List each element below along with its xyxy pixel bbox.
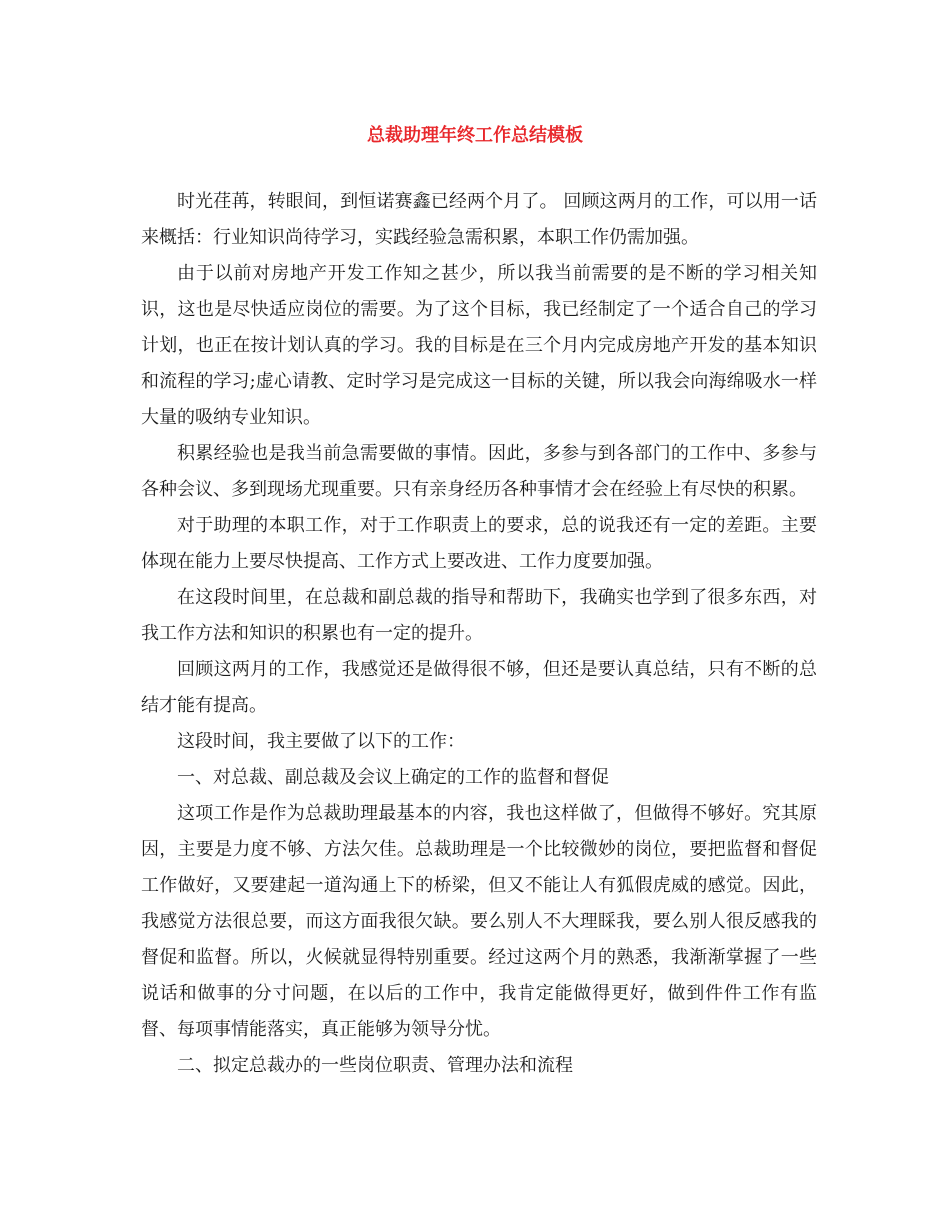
document-body — [141, 184, 817, 1084]
paragraph-4: 对于助理的本职工作，对于工作职责上的要求，总的说我还有一定的差距。主要体现在能力上要尽快提高、工作方式上要改进、工作力度要加强。 — [141, 515, 817, 572]
paragraph-3: 积累经验也是我当前急需要做的事情。因此，多参与到各部门的工作中、多参与各种会议、多到现场尤现重要。只有亲身经历各种事情才会在经验上有尽快的积累。 — [141, 443, 817, 500]
paragraph-7: 这段时间，我主要做了以下的工作： — [177, 731, 465, 752]
document-title: 总裁助理年终工作总结模板 — [367, 125, 583, 146]
paragraph-2: 由于以前对房地产开发工作知之甚少，所以我当前需要的是不断的学习相关知识，这也是尽快适应岗位的需要。为了这个目标，我已经制定了一个适合自己的学习计划，也正在按计划认真的学习。我的目标是在三个月内完成房地产开发的基本知识和流程的学习;虚心请教、定时学习是完成这一目标的关键，所以我会向海绵吸水一样大量的吸纳专业知识。 — [141, 263, 817, 428]
section-heading-1: 一、对总裁、副总裁及会议上确定的工作的监督和督促 — [177, 767, 609, 788]
paragraph-1: 时光荏苒，转眼间，到恒诺赛鑫已经两个月了。 回顾这两月的工作，可以用一话来概括：行业知识尚待学习，实践经验急需积累，本职工作仍需加强。 — [141, 191, 817, 248]
paragraph-6: 回顾这两月的工作，我感觉还是做得很不够，但还是要认真总结，只有不断的总结才能有提高。 — [141, 659, 817, 716]
paragraph-8: 这项工作是作为总裁助理最基本的内容，我也这样做了，但做得不够好。究其原因，主要是力度不够、方法欠佳。总裁助理是一个比较微妙的岗位，要把监督和督促工作做好，又要建起一道沟通上下的桥梁，但又不能让人有狐假虎威的感觉。因此，我感觉方法很总要，而这方面我很欠缺。要么别人不大理睬我，要么别人很反感我的督促和监督。所以，火候就显得特别重要。经过这两个月的熟悉，我渐渐掌握了一些说话和做事的分寸问题，在以后的工作中，我肯定能做得更好，做到件件工作有监督、每项事情能落实，真正能够为领导分忧。 — [141, 803, 817, 1040]
paragraph-5: 在这段时间里，在总裁和副总裁的指导和帮助下，我确实也学到了很多东西，对我工作方法和知识的积累也有一定的提升。 — [141, 587, 817, 644]
section-heading-2: 二、拟定总裁办的一些岗位职责、管理办法和流程 — [177, 1055, 573, 1076]
